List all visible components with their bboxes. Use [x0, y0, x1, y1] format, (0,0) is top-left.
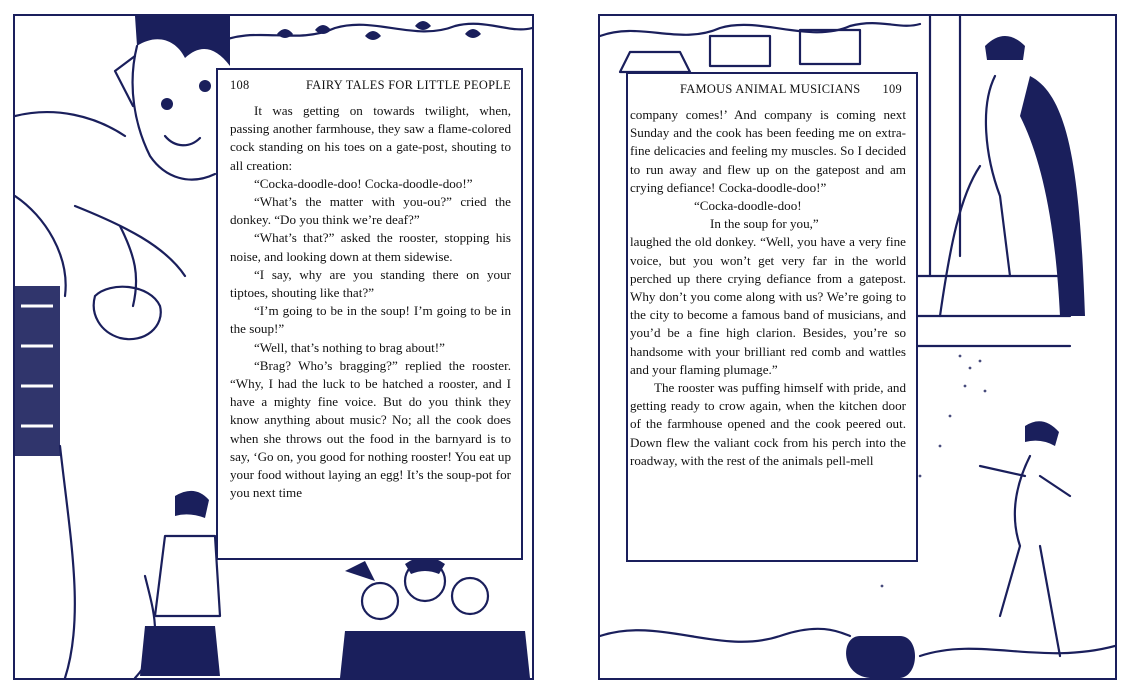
left-page-header — [230, 78, 511, 96]
left-page-body — [230, 102, 511, 502]
paragraph: laughed the old donkey. “Well, you have a very fine voice, but you won’t get very far in the world perched up there crying defiance from a gatepost. Why don’t you come along with us? We’re going to the city to become a famous band of musicians, and you’d be a fine high clarion. Besides, you’re so handsome with your brilliant red comb and wattles and your flaming plumage.” — [630, 234, 906, 377]
paragraph: “Cocka-doodle-doo! Cocka-doodle-doo!” — [254, 175, 473, 191]
paragraph: The rooster was puffing himself with pride, and getting ready to crow again, when the kitchen door of the farmhouse opened and the cook peered out. Down flew the valiant cock from his perch into the roadway, with the rest of the animals pell-mell — [630, 380, 906, 468]
right-page-header — [630, 82, 906, 100]
right-page-body — [630, 106, 906, 470]
paragraph: “What’s that?” asked the rooster, stopping his noise, and looking down at them sidewise. — [230, 230, 511, 264]
left-page — [13, 14, 534, 680]
left-text-panel — [216, 68, 523, 560]
verse-line: In the soup for you,” — [710, 216, 819, 232]
right-text-panel — [626, 72, 918, 562]
paragraph: “I’m going to be in the soup! I’m going to be in the soup!” — [230, 303, 511, 337]
paragraph: “Brag? Who’s bragging?” replied the rooster. “Why, I had the luck to be hatched a rooster, and I have a mighty fine voice. But do you think they know anything about music? No; all the cook does when she throws out the food in the barnyard is to say, ‘Go on, you good for nothing rooster! You eat up your food without laying an egg! It’s the soup-pot for you next time — [230, 357, 511, 501]
paragraph: “What’s the matter with you-ou?” cried the donkey. “Do you think we’re deaf?” — [230, 194, 511, 228]
right-running-title: FAMOUS ANIMAL MUSICIANS — [680, 82, 861, 96]
paragraph: It was getting on towards twilight, when, passing another farmhouse, they saw a flame-colored cock standing on his toes on a gate-post, shouting to all creation: — [230, 103, 511, 173]
paragraph: company comes!’ And company is coming next Sunday and the cook has been feeding me on extra-fine delicacies and feeling my muscles. So I decided to run away and flew up on the gatepost and am crying defiance! Cocka-doodle-doo!” — [630, 107, 906, 195]
paragraph: “I say, why are you standing there on your tiptoes, shouting like that?” — [230, 266, 511, 301]
left-page-number: 108 — [230, 78, 250, 92]
right-page-number: 109 — [882, 82, 902, 96]
left-running-title: FAIRY TALES FOR LITTLE PEOPLE — [305, 78, 511, 92]
right-page — [598, 14, 1117, 680]
paragraph: “Well, that’s nothing to brag about!” — [254, 339, 445, 355]
verse-line: “Cocka-doodle-doo! — [694, 198, 802, 214]
